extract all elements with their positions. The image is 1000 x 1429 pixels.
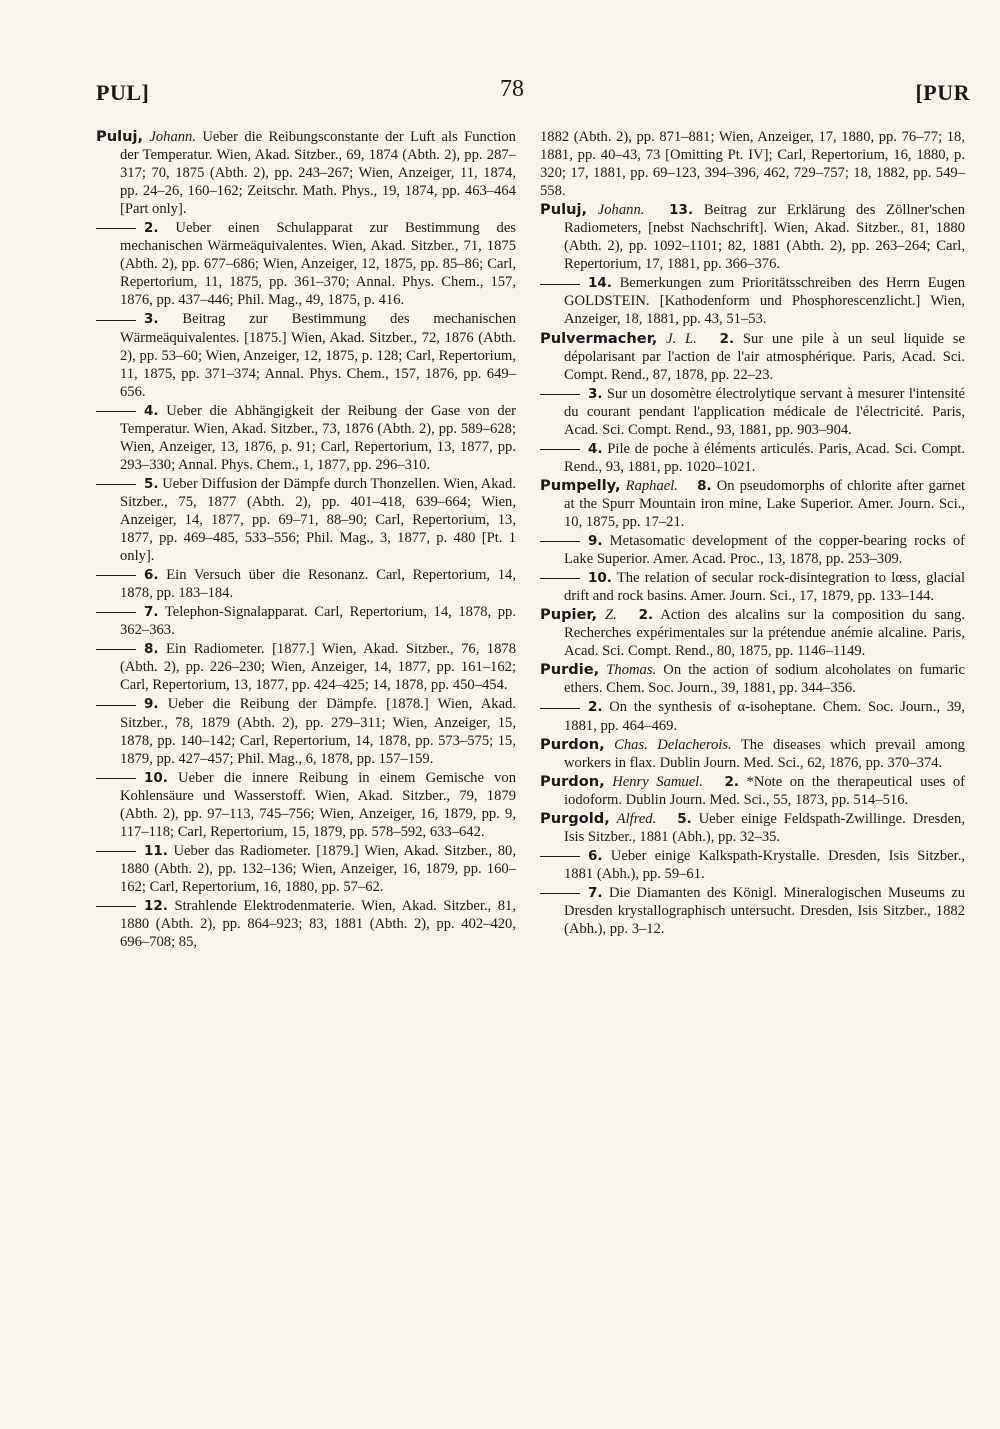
bibliography-entry [540,477,965,531]
left-column [96,128,516,952]
header-left: PUL] [96,80,150,105]
entry-text: Ueber die Abhängigkeit der Reibung der Gase von der Temperatur. Wien, Akad. Sitzber., 73, 1876 (Abth. 2), pp. 589–628; Wien, Anzeiger, 13, 1876, p. 91; Carl, Repertorium, 13, 1877, pp. 293–330; Annal. Phys. Chem., 1, 1877, pp. 296–310. [120,402,516,473]
ditto-dash [540,893,580,894]
bibliography-entry [96,310,516,400]
bibliography-entry [540,810,965,846]
entry-text: Bemerkungen zum Prioritätsschreiben des Herrn Eugen GOLDSTEIN. [Kathodenform und Phosphorescenzlicht.] Wien, Anzeiger, 18, 1881, pp. 43, 51–53. [564,275,965,328]
author-surname: Pupier, [540,606,598,624]
entry-number: 10. [588,570,612,587]
entry-text: On the synthesis of α-isoheptane. Chem. Soc. Journ., 39, 1881, pp. 464–469. [564,699,965,734]
bibliography-entry [96,695,516,767]
author-given-name: Thomas. [606,662,657,679]
bibliography-entry [540,661,965,697]
entry-number: 5. [144,475,159,492]
bibliography-entry [96,842,516,896]
bibliography-entry [96,128,516,218]
ditto-dash [96,575,136,576]
ditto-dash [96,612,136,613]
ditto-dash [540,708,580,709]
ditto-dash [96,411,136,412]
ditto-dash [540,449,580,450]
running-header [96,76,970,114]
entry-text: Pile de poche à éléments articulés. Paris, Acad. Sci. Compt. Rend., 93, 1881, pp. 1020–1021. [564,440,966,475]
entry-text: Sur un dosomètre électrolytique servant à mesurer l'intensité du courant pendant l'application médicale de l'électricité. Paris, Acad. Sci. Compt. Rend., 93, 1881, pp. 903–904. [564,385,965,438]
entry-text: Strahlende Elektrodenmaterie. Wien, Akad. Sitzber., 81, 1880 (Abth. 2), pp. 864–923; 83, 1881 (Abth. 2), pp. 402–420, 696–708; 85, [120,897,516,951]
bibliography-entry [540,440,965,476]
entry-number: 4. [588,440,603,457]
ditto-dash [96,906,136,907]
author-given-name: Henry Samuel. [612,773,703,790]
entry-number: 6. [144,567,159,584]
entry-text: Ein Radiometer. [1877.] Wien, Akad. Sitzber., 76, 1878 (Abth. 2), pp. 226–230; Wien, Anzeiger, 14, 1877, pp. 161–162; Carl, Repertorium, 13, 1877, pp. 424–425; 14, 1878, pp. 450–454. [120,641,516,694]
author-surname: Purdon, [540,735,605,753]
ditto-dash [96,778,136,779]
author-surname: Pumpelly, [540,476,621,494]
bibliography-entry [540,128,965,200]
bibliography-entry [96,769,516,841]
entry-text: Telephon-Signalapparat. Carl, Repertorium, 14, 1878, pp. 362–363. [120,604,516,639]
entry-text: 1882 (Abth. 2), pp. 871–881; Wien, Anzeiger, 17, 1880, pp. 76–77; 18, 1881, pp. 40–43, 73 [Omitting Pt. IV]; Carl, Repertorium, 16, 1880, p. 320; 17, 1881, pp. 69–123, 394–396, 462, 729–757; 18, 1882, pp. 549–558. [540,129,965,200]
author-given-name: J. L. [666,330,697,347]
author-given-name: Z. [604,607,617,624]
entry-text: Ueber einige Kalkspath-Krystalle. Dresden, Isis Sitzber., 1881 (Abh.), pp. 59–61. [564,847,965,882]
bibliography-entry [540,884,965,938]
bibliography-entry [96,402,516,474]
author-given-name: Alfred. [616,810,657,827]
entry-text: On the action of sodium alcoholates on fumaric ethers. Chem. Soc. Journ., 39, 1881, pp. 344–356. [564,662,966,697]
ditto-dash [540,284,580,285]
entry-number: 11. [144,842,168,859]
author-given-name: Chas. Delacherois. [614,736,732,753]
bibliography-entry [540,274,965,328]
bibliography-entry [96,640,516,694]
entry-text: The diseases which prevail among workers in flax. Dublin Journ. Med. Sci., 62, 1876, pp. 370–374. [564,736,965,771]
bibliography-entry [540,569,965,605]
bibliography-entry [540,606,965,660]
entry-number: 10. [144,769,168,786]
ditto-dash [540,394,580,395]
bibliography-entry [96,566,516,602]
ditto-dash [96,649,136,650]
entry-text: Ueber einige Feldspath-Zwillinge. Dresden, Isis Sitzber., 1881 (Abh.), pp. 32–35. [564,810,965,845]
author-surname: Puluj, [96,128,144,145]
bibliography-entry [540,847,965,883]
header-right: [PUR [915,80,970,105]
entry-text: Ueber die Reibung der Dämpfe. [1878.] Wien, Akad. Sitzber., 78, 1879 (Abth. 2), pp. 279–311; Wien, Anzeiger, 15, 1878, pp. 140–142; Carl, Repertorium, 14, 1878, pp. 573–575; 15, 1879, pp. 427–457; Phil. Mag., 6, 1878, pp. 157–159. [120,696,516,767]
entry-number: 12. [144,897,168,914]
author-surname: Purdie, [540,661,600,679]
entry-number: 6. [588,847,603,864]
right-column [540,128,965,939]
entry-text: Ueber das Radiometer. [1879.] Wien, Akad. Sitzber., 80, 1880 (Abth. 2), pp. 132–136; Wien, Anzeiger, 16, 1879, pp. 160–162; Carl, Repertorium, 16, 1880, pp. 57–62. [120,842,516,895]
bibliography-entry [540,385,965,439]
entry-number: 2. [144,220,159,237]
entry-number: 5. [677,810,692,827]
entry-number: 3. [588,385,603,402]
entry-number: 8. [144,641,159,658]
entry-number: 13. [669,202,694,219]
author-given-name: Johann. [597,202,645,219]
entry-text: Ueber die Reibungsconstante der Luft als Function der Temperatur. Wien, Akad. Sitzber., 69, 1874 (Abth. 2), pp. 287–317; 70, 1875 (Abth. 2), pp. 243–267; Wien, Anzeiger, 11, 1874, pp. 24–26, 160–162; Zeitschr. Math. Phys., 19, 1874, pp. 463–464 [Part only]. [120,129,516,218]
entry-number: 2. [588,699,603,716]
bibliography-entry [540,330,965,384]
ditto-dash [96,484,136,485]
entry-text: Ueber Diffusion der Dämpfe durch Thonzellen. Wien, Akad. Sitzber., 75, 1877 (Abth. 2), pp. 401–418, 639–664; Wien, Anzeiger, 14, 1877, pp. 69–71, 88–90; Carl, Repertorium, 13, 1877, pp. 469–485, 533–556; Phil. Mag., 3, 1877, p. 480 [Pt. 1 only]. [120,475,516,565]
bibliography-entry [540,201,965,273]
bibliography-entry [540,736,965,772]
bibliography-entry [96,219,516,309]
entry-text: Ueber die innere Reibung in einem Gemische von Kohlensäure und Wasserstoff. Wien, Akad. Sitzber., 79, 1879 (Abth. 2), pp. 97–113, 745–756; Wien, Anzeiger, 16, 1879, pp. 9, 117–118; Carl, Repertorium, 15, 1879, pp. 578–592, 633–642. [120,769,516,840]
author-surname: Purgold, [540,809,610,827]
ditto-dash [540,578,580,579]
entry-text: Sur une pile à un seul liquide se dépolarisant par l'action de l'air atmosphérique. Paris, Acad. Sci. Compt. Rend., 87, 1878, pp. 22–23. [564,330,965,383]
bibliography-entry [540,698,965,734]
ditto-dash [540,541,580,542]
entry-text: The relation of secular rock-disintegration to lœss, glacial drift and rock basins. Amer. Journ. Sci., 17, 1879, pp. 133–144. [564,570,965,605]
entry-text: Action des alcalins sur la composition du sang. Recherches expérimentales sur la prétendue anémie alcaline. Paris, Acad. Sci. Compt. Rend., 80, 1875, pp. 1146–1149. [564,607,965,660]
ditto-dash [96,228,136,229]
entry-text: Ueber einen Schulapparat zur Bestimmung des mechanischen Wärmeäquivalentes. Wien, Akad. Sitzber., 71, 1875 (Abth. 2), pp. 677–686; Wien, Anzeiger, 12, 1875, pp. 85–86; Carl, Repertorium, 11, 1875, pp. 361–370; Annal. Phys. Chem., 157, 1876, pp. 437–446; Phil. Mag., 49, 1875, p. 416. [120,220,516,309]
author-surname: Pulvermacher, [540,329,658,347]
author-surname: Puluj, [540,201,588,219]
entry-text: Metasomatic development of the copper-bearing rocks of Lake Superior. Amer. Acad. Proc., 13, 1878, pp. 253–309. [564,533,965,568]
bibliography-entry [96,475,516,565]
bibliography-entry [540,532,965,568]
entry-number: 2. [724,773,739,790]
entry-number: 7. [144,604,159,621]
ditto-dash [96,851,136,852]
ditto-dash [96,320,136,321]
bibliography-entry [540,773,965,809]
page-number: 78 [500,76,524,102]
author-given-name: Johann. [149,129,196,145]
ditto-dash [540,856,580,857]
author-surname: Purdon, [540,772,605,790]
entry-text: Die Diamanten des Königl. Mineralogischen Museums zu Dresden krystallographisch untersucht. Dresden, Isis Sitzber., 1882 (Abh.), pp. 3–12. [564,884,965,938]
author-given-name: Raphael. [625,477,678,494]
ditto-dash [96,705,136,706]
entry-text: Beitrag zur Erklärung des Zöllner'schen Radiometers, [nebst Nachschrift]. Wien, Akad. Sitzber., 81, 1880 (Abth. 2), pp. 1092–1101; 82, 1881 (Abth. 2), pp. 263–264; Carl, Repertorium, 17, 1881, pp. 366–376. [564,202,965,273]
entry-number: 8. [697,477,712,494]
entry-text: *Note on the therapeutical uses of iodoform. Dublin Journ. Med. Sci., 55, 1873, pp. 514–516. [564,773,965,808]
entry-text: Ein Versuch über die Resonanz. Carl, Repertorium, 14, 1878, pp. 183–184. [120,567,516,602]
entry-text: Beitrag zur Bestimmung des mechanischen Wärmeäquivalentes. [1875.] Wien, Akad. Sitzber., 72, 1876 (Abth. 2), pp. 53–60; Wien, Anzeiger, 12, 1875, p. 128; Carl, Repertorium, 11, 1875, pp. 371–374; Annal. Phys. Chem., 157, 1876, pp. 649–656. [120,311,517,400]
bibliography-entry [96,897,516,951]
entry-number: 3. [144,311,159,328]
entry-number: 2. [638,607,654,624]
entry-text: On pseudomorphs of chlorite after garnet at the Spurr Mountain iron mine, Lake Superior. Amer. Journ. Sci., 10, 1875, pp. 17–21. [564,477,965,530]
entry-number: 7. [588,884,603,901]
entry-number: 9. [144,696,159,713]
entry-number: 9. [588,533,603,550]
entry-number: 4. [144,402,159,419]
entry-number: 2. [719,330,735,347]
entry-number: 14. [588,275,612,292]
bibliography-entry [96,603,516,639]
